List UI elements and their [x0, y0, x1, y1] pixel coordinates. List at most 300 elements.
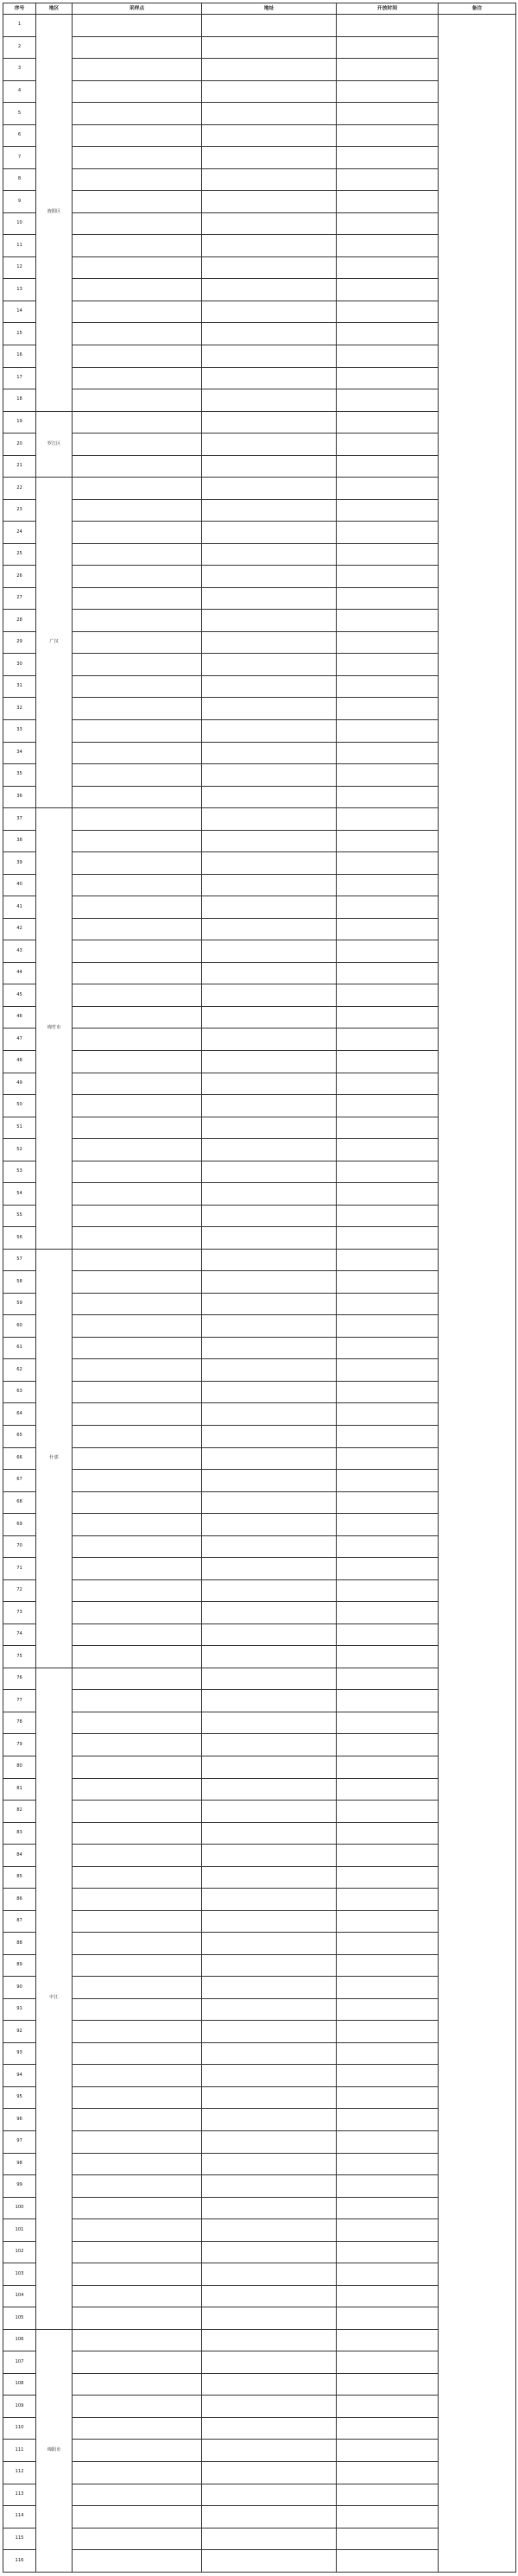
row-address	[202, 1183, 337, 1206]
row-hours	[337, 1668, 439, 1690]
row-site	[73, 235, 202, 257]
district-cell: 广汉	[36, 478, 73, 808]
row-site	[73, 2263, 202, 2286]
row-seq: 51	[3, 1117, 36, 1139]
row-site	[73, 1205, 202, 1227]
row-seq: 102	[3, 2241, 36, 2263]
row-seq: 6	[3, 124, 36, 147]
row-hours	[337, 1205, 439, 1227]
row-address	[202, 654, 337, 676]
row-seq: 31	[3, 675, 36, 698]
row-hours	[337, 1998, 439, 2021]
row-hours	[337, 2131, 439, 2154]
row-seq: 82	[3, 1801, 36, 1823]
row-address	[202, 1249, 337, 1271]
row-seq: 80	[3, 1756, 36, 1778]
row-seq: 92	[3, 2021, 36, 2043]
table-body	[3, 15, 516, 2573]
row-seq: 62	[3, 1359, 36, 1382]
row-hours	[337, 654, 439, 676]
row-seq: 5	[3, 103, 36, 125]
row-site	[73, 896, 202, 919]
header-row	[3, 3, 516, 15]
row-hours	[337, 1558, 439, 1580]
row-hours	[337, 522, 439, 544]
row-hours	[337, 808, 439, 831]
row-address	[202, 256, 337, 279]
row-seq: 114	[3, 2506, 36, 2529]
row-site	[73, 1535, 202, 1558]
row-site	[73, 742, 202, 764]
row-address	[202, 1337, 337, 1359]
row-seq: 22	[3, 478, 36, 500]
row-seq: 56	[3, 1227, 36, 1250]
row-site	[73, 2373, 202, 2396]
row-seq: 97	[3, 2131, 36, 2154]
row-site	[73, 168, 202, 191]
row-address	[202, 631, 337, 654]
row-site	[73, 1558, 202, 1580]
row-seq: 71	[3, 1558, 36, 1580]
row-hours	[337, 1073, 439, 1095]
row-seq: 16	[3, 345, 36, 367]
row-site	[73, 1073, 202, 1095]
row-site	[73, 1117, 202, 1139]
row-seq: 96	[3, 2109, 36, 2131]
row-address	[202, 1073, 337, 1095]
row-hours	[337, 389, 439, 412]
row-address	[202, 323, 337, 345]
row-site	[73, 2219, 202, 2242]
row-site	[73, 2506, 202, 2529]
row-address	[202, 1910, 337, 1933]
row-seq: 37	[3, 808, 36, 831]
row-seq: 99	[3, 2175, 36, 2198]
row-address	[202, 2307, 337, 2330]
row-site	[73, 389, 202, 412]
row-site	[73, 1646, 202, 1668]
row-site	[73, 566, 202, 588]
row-seq: 11	[3, 235, 36, 257]
row-seq: 43	[3, 940, 36, 963]
row-hours	[337, 2550, 439, 2573]
row-seq: 21	[3, 455, 36, 478]
row-hours	[337, 720, 439, 743]
row-hours	[337, 543, 439, 566]
row-site	[73, 1623, 202, 1646]
row-hours	[337, 1954, 439, 1977]
row-seq: 17	[3, 367, 36, 389]
row-hours	[337, 852, 439, 875]
row-site	[73, 1579, 202, 1602]
row-hours	[337, 2506, 439, 2529]
row-hours	[337, 345, 439, 367]
row-address	[202, 1668, 337, 1690]
row-seq: 34	[3, 742, 36, 764]
row-hours	[337, 1535, 439, 1558]
row-hours	[337, 2307, 439, 2330]
row-site	[73, 2528, 202, 2550]
row-address	[202, 1602, 337, 1624]
row-address	[202, 2086, 337, 2109]
row-address	[202, 2461, 337, 2484]
row-address	[202, 2065, 337, 2087]
row-seq: 113	[3, 2484, 36, 2506]
row-site	[73, 1668, 202, 1690]
row-seq: 28	[3, 610, 36, 632]
row-address	[202, 1403, 337, 1426]
row-address	[202, 2440, 337, 2462]
row-address	[202, 543, 337, 566]
row-site	[73, 2440, 202, 2462]
row-seq: 12	[3, 256, 36, 279]
row-site	[73, 1602, 202, 1624]
row-site	[73, 2461, 202, 2484]
row-address	[202, 1514, 337, 1536]
table-row	[3, 15, 516, 37]
row-site	[73, 654, 202, 676]
row-site	[73, 1756, 202, 1778]
row-site	[73, 1249, 202, 1271]
row-seq: 77	[3, 1690, 36, 1712]
row-address	[202, 1954, 337, 1977]
row-site	[73, 455, 202, 478]
row-site	[73, 1095, 202, 1117]
row-address	[202, 587, 337, 610]
row-seq: 89	[3, 1954, 36, 1977]
row-seq: 69	[3, 1514, 36, 1536]
row-site	[73, 2109, 202, 2131]
row-seq: 50	[3, 1095, 36, 1117]
row-address	[202, 984, 337, 1007]
row-site	[73, 2065, 202, 2087]
row-hours	[337, 411, 439, 434]
row-site	[73, 478, 202, 500]
row-seq: 108	[3, 2373, 36, 2396]
row-site	[73, 764, 202, 787]
row-site	[73, 962, 202, 984]
row-hours	[337, 2109, 439, 2131]
row-site	[73, 720, 202, 743]
row-address	[202, 411, 337, 434]
row-address	[202, 610, 337, 632]
row-seq: 73	[3, 1602, 36, 1624]
row-hours	[337, 1491, 439, 1514]
row-hours	[337, 2351, 439, 2374]
row-hours	[337, 191, 439, 213]
row-hours	[337, 212, 439, 235]
row-site	[73, 1381, 202, 1403]
row-site	[73, 411, 202, 434]
row-address	[202, 2241, 337, 2263]
row-site	[73, 1690, 202, 1712]
row-seq: 85	[3, 1866, 36, 1889]
row-site	[73, 2351, 202, 2374]
row-site	[73, 1712, 202, 1734]
row-site	[73, 830, 202, 852]
row-address	[202, 962, 337, 984]
row-seq: 10	[3, 212, 36, 235]
row-seq: 38	[3, 830, 36, 852]
row-site	[73, 1866, 202, 1889]
row-seq: 14	[3, 301, 36, 323]
row-address	[202, 698, 337, 720]
row-hours	[337, 1778, 439, 1801]
row-seq: 23	[3, 499, 36, 522]
row-site	[73, 1271, 202, 1294]
row-address	[202, 1426, 337, 1448]
row-hours	[337, 1447, 439, 1470]
row-seq: 13	[3, 279, 36, 301]
district-cell: 罗江区	[36, 411, 73, 478]
row-address	[202, 15, 337, 37]
row-hours	[337, 830, 439, 852]
row-seq: 42	[3, 918, 36, 940]
row-hours	[337, 2417, 439, 2440]
row-seq: 67	[3, 1470, 36, 1492]
row-address	[202, 675, 337, 698]
row-address	[202, 522, 337, 544]
row-seq: 78	[3, 1712, 36, 1734]
row-hours	[337, 1315, 439, 1338]
row-site	[73, 940, 202, 963]
row-address	[202, 1095, 337, 1117]
row-site	[73, 191, 202, 213]
row-seq: 75	[3, 1646, 36, 1668]
row-address	[202, 168, 337, 191]
row-hours	[337, 874, 439, 896]
row-site	[73, 1161, 202, 1183]
row-hours	[337, 1337, 439, 1359]
row-site	[73, 1315, 202, 1338]
row-seq: 26	[3, 566, 36, 588]
row-seq: 101	[3, 2219, 36, 2242]
row-address	[202, 301, 337, 323]
row-site	[73, 1426, 202, 1448]
row-hours	[337, 168, 439, 191]
row-address	[202, 1117, 337, 1139]
row-seq: 24	[3, 522, 36, 544]
row-hours	[337, 918, 439, 940]
row-seq: 36	[3, 786, 36, 808]
row-site	[73, 147, 202, 169]
row-hours	[337, 631, 439, 654]
row-hours	[337, 478, 439, 500]
row-site	[73, 1977, 202, 1999]
row-hours	[337, 1006, 439, 1029]
row-site	[73, 698, 202, 720]
row-address	[202, 1623, 337, 1646]
row-seq: 66	[3, 1447, 36, 1470]
row-site	[73, 2417, 202, 2440]
row-address	[202, 1139, 337, 1161]
district-cell: 中江	[36, 1668, 73, 2329]
row-address	[202, 1845, 337, 1867]
row-hours	[337, 896, 439, 919]
row-address	[202, 1491, 337, 1514]
row-site	[73, 631, 202, 654]
row-address	[202, 1998, 337, 2021]
row-hours	[337, 786, 439, 808]
row-hours	[337, 1117, 439, 1139]
row-hours	[337, 15, 439, 37]
row-address	[202, 1866, 337, 1889]
row-site	[73, 301, 202, 323]
row-hours	[337, 2153, 439, 2175]
row-address	[202, 1006, 337, 1029]
row-seq: 81	[3, 1778, 36, 1801]
row-hours	[337, 279, 439, 301]
row-hours	[337, 323, 439, 345]
row-hours	[337, 2042, 439, 2065]
row-site	[73, 1293, 202, 1315]
row-site	[73, 1910, 202, 1933]
row-address	[202, 786, 337, 808]
row-seq: 88	[3, 1933, 36, 1955]
row-address	[202, 1558, 337, 1580]
row-site	[73, 2086, 202, 2109]
row-site	[73, 256, 202, 279]
row-seq: 9	[3, 191, 36, 213]
row-hours	[337, 940, 439, 963]
row-seq: 3	[3, 59, 36, 81]
row-site	[73, 1470, 202, 1492]
row-seq: 30	[3, 654, 36, 676]
row-address	[202, 566, 337, 588]
row-hours	[337, 2329, 439, 2351]
row-seq: 106	[3, 2329, 36, 2351]
row-address	[202, 918, 337, 940]
row-site	[73, 808, 202, 831]
row-seq: 53	[3, 1161, 36, 1183]
row-address	[202, 345, 337, 367]
row-site	[73, 1491, 202, 1514]
row-site	[73, 279, 202, 301]
row-address	[202, 1756, 337, 1778]
row-hours	[337, 1381, 439, 1403]
row-site	[73, 1801, 202, 1823]
row-address	[202, 212, 337, 235]
row-site	[73, 1337, 202, 1359]
row-address	[202, 124, 337, 147]
row-address	[202, 147, 337, 169]
row-site	[73, 212, 202, 235]
row-hours	[337, 124, 439, 147]
row-hours	[337, 103, 439, 125]
row-seq: 40	[3, 874, 36, 896]
row-seq: 79	[3, 1734, 36, 1756]
row-site	[73, 1139, 202, 1161]
row-hours	[337, 1293, 439, 1315]
row-seq: 91	[3, 1998, 36, 2021]
row-seq: 41	[3, 896, 36, 919]
row-address	[202, 1381, 337, 1403]
header-seq: 序号	[3, 3, 36, 15]
row-hours	[337, 1756, 439, 1778]
row-seq: 65	[3, 1426, 36, 1448]
row-hours	[337, 1801, 439, 1823]
row-address	[202, 874, 337, 896]
row-hours	[337, 235, 439, 257]
row-address	[202, 2042, 337, 2065]
row-site	[73, 2307, 202, 2330]
row-site	[73, 1227, 202, 1250]
row-hours	[337, 1910, 439, 1933]
row-seq: 48	[3, 1050, 36, 1073]
row-site	[73, 1183, 202, 1206]
row-address	[202, 2263, 337, 2286]
row-hours	[337, 1514, 439, 1536]
row-site	[73, 2197, 202, 2219]
row-site	[73, 2285, 202, 2307]
row-address	[202, 830, 337, 852]
row-address	[202, 852, 337, 875]
row-address	[202, 59, 337, 81]
row-address	[202, 720, 337, 743]
row-address	[202, 742, 337, 764]
row-hours	[337, 1623, 439, 1646]
header-site: 采样点	[73, 3, 202, 15]
row-hours	[337, 1139, 439, 1161]
sampling-sites-table	[3, 3, 516, 2573]
row-site	[73, 124, 202, 147]
district-cell: 绵竹市	[36, 808, 73, 1250]
row-site	[73, 786, 202, 808]
row-hours	[337, 499, 439, 522]
row-address	[202, 367, 337, 389]
row-hours	[337, 1822, 439, 1845]
row-site	[73, 2484, 202, 2506]
row-site	[73, 874, 202, 896]
row-address	[202, 1227, 337, 1250]
row-address	[202, 1712, 337, 1734]
row-seq: 116	[3, 2550, 36, 2573]
row-site	[73, 323, 202, 345]
row-hours	[337, 1403, 439, 1426]
row-seq: 1	[3, 15, 36, 37]
row-hours	[337, 2241, 439, 2263]
row-address	[202, 2417, 337, 2440]
row-seq: 59	[3, 1293, 36, 1315]
row-address	[202, 235, 337, 257]
row-address	[202, 434, 337, 456]
table-header	[3, 3, 516, 15]
row-site	[73, 1447, 202, 1470]
row-hours	[337, 742, 439, 764]
row-hours	[337, 1426, 439, 1448]
row-address	[202, 1933, 337, 1955]
row-seq: 2	[3, 36, 36, 59]
row-hours	[337, 1359, 439, 1382]
row-hours	[337, 675, 439, 698]
row-hours	[337, 2528, 439, 2550]
row-address	[202, 191, 337, 213]
row-seq: 107	[3, 2351, 36, 2374]
row-address	[202, 36, 337, 59]
row-address	[202, 1889, 337, 1911]
row-hours	[337, 2021, 439, 2043]
row-site	[73, 1954, 202, 1977]
row-hours	[337, 698, 439, 720]
row-seq: 60	[3, 1315, 36, 1338]
row-hours	[337, 1579, 439, 1602]
row-site	[73, 1514, 202, 1536]
row-seq: 61	[3, 1337, 36, 1359]
row-hours	[337, 2373, 439, 2396]
district-cell: 绵阳市	[36, 2329, 73, 2572]
row-address	[202, 940, 337, 963]
row-site	[73, 103, 202, 125]
